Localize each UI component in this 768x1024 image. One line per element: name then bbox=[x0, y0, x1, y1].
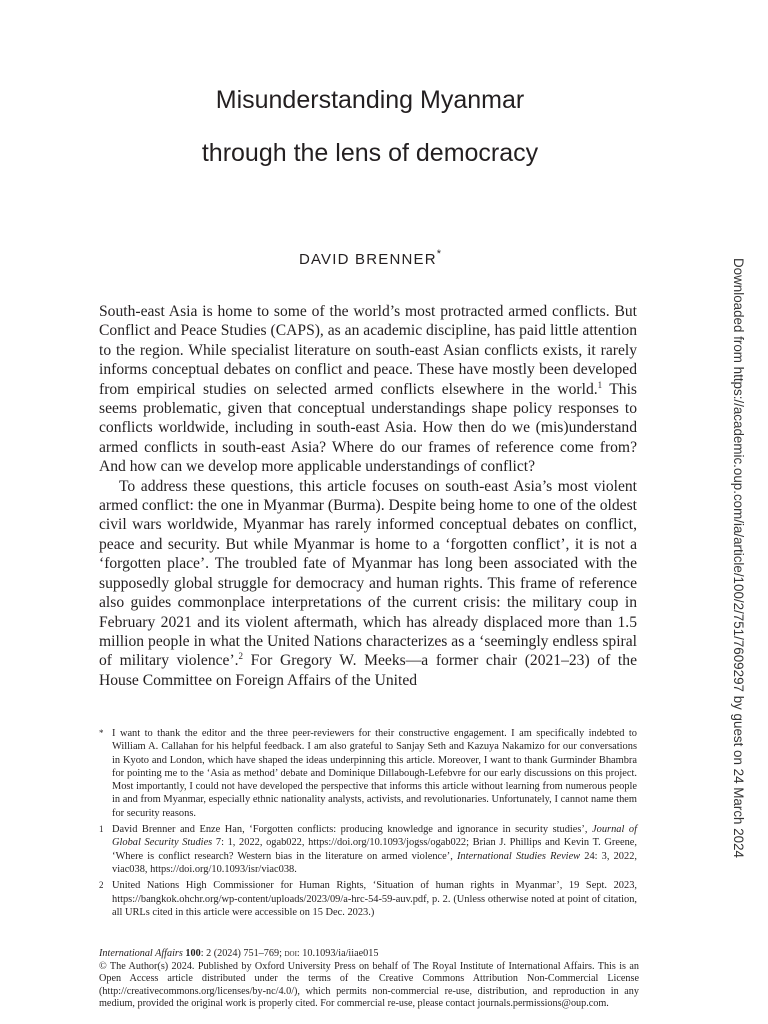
doi-label: doi bbox=[284, 948, 297, 959]
footnote-1 bbox=[99, 823, 637, 876]
body-paragraph-2 bbox=[99, 477, 637, 690]
author-footnote-mark[interactable]: * bbox=[436, 248, 442, 260]
journal-name: International Affairs bbox=[99, 948, 183, 959]
footnote-2-mark: 2 bbox=[99, 880, 104, 891]
footnotes bbox=[99, 727, 637, 922]
article-title-line-1: Misunderstanding Myanmar bbox=[215, 86, 525, 114]
author-byline bbox=[0, 249, 740, 268]
footnote-1-journal: Journal of Global Security Studies bbox=[112, 824, 637, 849]
journal-volume: 100 bbox=[185, 948, 201, 959]
footnote-ref-1[interactable]: 1 bbox=[597, 379, 603, 390]
footnote-star bbox=[99, 727, 637, 820]
footnote-1-text-a: David Brenner and Enze Han, ‘Forgotten conflicts: producing knowledge and ignorance in security studies’, bbox=[112, 824, 593, 836]
footnote-2 bbox=[99, 879, 637, 919]
colophon bbox=[99, 948, 639, 1011]
body-paragraph-2-continued: For Gregory W. Meeks—a former chair (2021–23) of the House Committee on Foreign Affairs of the United bbox=[99, 652, 637, 689]
body-paragraph-1-text: South-east Asia is home to some of the world’s most protracted armed conflicts. But Conflict and Peace Studies (CAPS), as an academic discipline, has paid little attention to the region. While specialist literature on south-east Asian conflicts exists, it rarely informs conceptual debates on conflict and peace. These have mostly been developed from empirical studies on selected armed conflicts elsewhere in the world. bbox=[99, 303, 637, 398]
license-text: © The Author(s) 2024. Published by Oxford University Press on behalf of The Royal Institute of International Affairs. This is an Open Access article distributed under the terms of the Creative Commons Attribution Non-Commercial License (http://creativecommons.org/licenses/by-nc/4.0/), which permits non-commercial re-use, distribution, and reproduction in any medium, provided the original work is properly cited. For commercial re-use, please contact journals.permissions@oup.com. bbox=[99, 960, 639, 1010]
body-paragraph-1 bbox=[99, 302, 637, 477]
article-body bbox=[99, 302, 637, 690]
download-stamp: Downloaded from https://academic.oup.com/ia/article/100/2/751/7609297 by guest on 24 March 2024 bbox=[731, 258, 746, 858]
doi-value: : 10.1093/ia/iiae015 bbox=[296, 948, 379, 959]
body-paragraph-2-text: To address these questions, this article focuses on south-east Asia’s most violent armed conflict: the one in Myanmar (Burma). Despite being home to one of the oldest civil wars worldwide, Myanmar has rarely informed conceptual debates on conflict, peace and security. But while Myanmar is home to a ‘forgotten conflict’, it is not a ‘forgotten place’. The troubled fate of Myanmar has long been associated with the supposedly global struggle for democracy and human rights. This frame of reference also guides commonplace interpretations of the current crisis: the military coup in February 2021 and its violent aftermath, which has already displaced more than 1.5 million people in what the United Nations characterizes as a ‘seemingly endless spiral of military violence’. bbox=[99, 477, 637, 670]
footnote-1-mark: 1 bbox=[99, 824, 104, 835]
article-title-line-2: through the lens of democracy bbox=[201, 139, 539, 167]
footnote-star-text: I want to thank the editor and the three peer-reviewers for their constructive engagement. I am specifically indebted to William A. Callahan for his helpful feedback. I am also grateful to Sanjay Seth and Kazuya Nakamizo for our conversations in Kyoto and London, which have shaped the ideas underpinning this article. Moreover, I want to thank Gurminder Bhambra for pointing me to the ‘Asia as method’ debate and Dominique Dillabough-Lefebvre for our early discussions on this project. Most importantly, I could not have developed the perspective that informs this article without learning from numerous people in and from Myanmar, especially ethnic nationality analysts, activists, and revolutionaries. Unfortunately, I cannot name them for security reasons. bbox=[112, 728, 637, 819]
footnote-1-text-b: 7: 1, 2022, ogab022, https://doi.org/10.1093/jogss/ogab022; Brian J. Phillips and Kevin T. Greene, ‘Where is conflict research? Western bias in the literature on armed violence’, bbox=[112, 837, 638, 862]
issue-info: : 2 (2024) 751–769; bbox=[200, 948, 285, 959]
footnote-1-text-c: 24: 3, 2022, viac038, https://doi.org/10.1093/isr/viac038. bbox=[112, 850, 637, 875]
footnote-1-journal-2: International Studies Review bbox=[456, 850, 581, 862]
author-name: DAVID BRENNER bbox=[298, 251, 437, 268]
body-paragraph-1-continued: This seems problematic, given that conceptual understandings shape policy responses to conflicts worldwide, including in south-east Asia. How then do we (mis)understand armed conflicts in south-east Asia? Where do our frames of reference come from? And how can we develop more applicable understandings of conflict? bbox=[99, 380, 637, 476]
footnote-2-text: United Nations High Commissioner for Human Rights, ‘Situation of human rights in Myanmar’, 19 Sept. 2023, https://bangkok.ohchr.org/wp-content/uploads/2023/09/a-hrc-54-59-auv.pdf, p. 2. (Unless otherwise noted at point of citation, all URLs cited in this article were accessible on 15 Dec. 2023.) bbox=[112, 880, 637, 918]
footnote-ref-2[interactable]: 2 bbox=[238, 651, 244, 662]
citation-line bbox=[99, 948, 639, 961]
footnote-star-mark: * bbox=[99, 728, 104, 738]
